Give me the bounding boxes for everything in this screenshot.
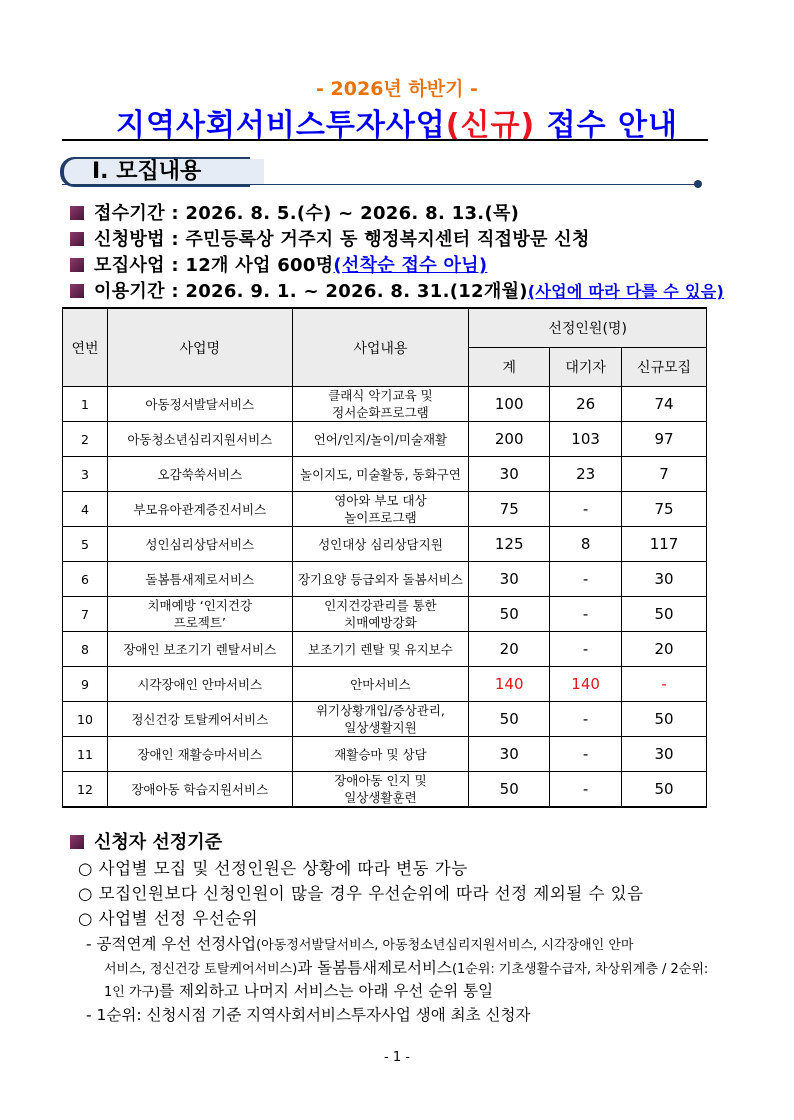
cell-new: 117 xyxy=(622,527,707,562)
cell-content xyxy=(292,772,469,808)
cell-no: 7 xyxy=(63,597,108,632)
cell-new: 50 xyxy=(622,772,707,808)
cell-name xyxy=(107,597,292,632)
cell-new: 50 xyxy=(622,597,707,632)
criteria-subitem xyxy=(86,932,633,954)
table-row xyxy=(63,772,707,808)
cell-new: 50 xyxy=(622,702,707,737)
cell-no: 5 xyxy=(63,527,108,562)
header-content: 사업내용 xyxy=(292,308,469,387)
header-total: 계 xyxy=(469,348,550,387)
cell-no: 9 xyxy=(63,667,108,702)
subitem-text: 과 돌봄틈새제로서비스 xyxy=(297,959,452,977)
cell-waiting: - xyxy=(550,772,622,808)
subitem-text: 1인 가구) xyxy=(104,985,160,1000)
cell-no: 8 xyxy=(63,632,108,667)
page-subtitle: - 2026년 하반기 - xyxy=(316,78,478,100)
table-row xyxy=(63,737,707,772)
table-row xyxy=(63,597,707,632)
cell-no: 10 xyxy=(63,702,108,737)
cell-no: 3 xyxy=(63,457,108,492)
cell-name: 아동청소년심리지원서비스 xyxy=(107,422,292,457)
content-line: 일상생활훈련 xyxy=(344,790,417,805)
cell-total: 50 xyxy=(469,597,550,632)
subitem-text: 를 제외하고 나머지 서비스는 아래 우선 순위 통일 xyxy=(159,982,494,1000)
cell-new: 74 xyxy=(622,387,707,422)
cell-total: 50 xyxy=(469,772,550,808)
cell-new: - xyxy=(622,667,707,702)
cell-total: 30 xyxy=(469,457,550,492)
table-row xyxy=(63,527,707,562)
cell-total: 50 xyxy=(469,702,550,737)
criteria-item: ○ 사업별 선정 우선순위 xyxy=(78,909,259,928)
cell-waiting: - xyxy=(550,492,622,527)
info-label: 신청방법 : 주민등록상 거주지 동 행정복지센터 직접방문 신청 xyxy=(94,229,590,250)
title-end: 접수 안내 xyxy=(546,108,678,143)
cell-waiting: 103 xyxy=(550,422,622,457)
cell-no: 4 xyxy=(63,492,108,527)
cell-waiting: - xyxy=(550,597,622,632)
subitem-text: 서비스, 정신건강 토탈케어서비스) xyxy=(104,962,298,977)
table-row xyxy=(63,457,707,492)
cell-no: 11 xyxy=(63,737,108,772)
cell-new: 20 xyxy=(622,632,707,667)
table-row xyxy=(63,702,707,737)
cell-total: 140 xyxy=(469,667,550,702)
cell-content xyxy=(292,387,469,422)
bullet-square-icon xyxy=(70,206,84,220)
name-line: 프로젝트’ xyxy=(173,615,226,630)
bullet-square-icon xyxy=(70,232,84,246)
cell-total: 30 xyxy=(469,737,550,772)
bullet-square-icon xyxy=(70,835,84,849)
bullet-square-icon xyxy=(70,258,84,272)
cell-total: 100 xyxy=(469,387,550,422)
criteria-subitem-cont xyxy=(104,979,493,1001)
cell-content: 성인대상 심리상담지원 xyxy=(292,527,469,562)
content-line: 영아와 부모 대상 xyxy=(334,493,427,508)
subitem-text: - 공적연계 우선 선정사업 xyxy=(86,935,257,953)
content-line: 정서순화프로그램 xyxy=(332,405,429,420)
program-table xyxy=(62,307,707,808)
cell-content: 안마서비스 xyxy=(292,667,469,702)
info-label: 이용기간 : 2026. 9. 1. ~ 2026. 8. 31.(12개월) xyxy=(94,281,528,302)
cell-content xyxy=(292,702,469,737)
cell-waiting: - xyxy=(550,737,622,772)
table-row xyxy=(63,562,707,597)
title-main: 지역사회서비스투자사업 xyxy=(116,108,446,143)
cell-total: 20 xyxy=(469,632,550,667)
cell-name: 돌봄틈새제로서비스 xyxy=(107,562,292,597)
criteria-heading-label: 신청자 선정기준 xyxy=(94,832,222,853)
header-new: 신규모집 xyxy=(622,348,707,387)
cell-name: 아동정서발달서비스 xyxy=(107,387,292,422)
cell-waiting: - xyxy=(550,632,622,667)
cell-new: 7 xyxy=(622,457,707,492)
cell-waiting: 26 xyxy=(550,387,622,422)
table-row xyxy=(63,422,707,457)
cell-no: 1 xyxy=(63,387,108,422)
cell-no: 12 xyxy=(63,772,108,808)
cell-content: 보조기기 렌탈 및 유지보수 xyxy=(292,632,469,667)
table-row xyxy=(63,632,707,667)
cell-waiting: - xyxy=(550,562,622,597)
name-line: 치매예방 ‘인지건강 xyxy=(147,598,253,613)
table-row xyxy=(63,667,707,702)
cell-total: 125 xyxy=(469,527,550,562)
info-note: (선착순 접수 아님) xyxy=(333,255,488,276)
cell-waiting: - xyxy=(550,702,622,737)
cell-total: 75 xyxy=(469,492,550,527)
cell-content: 장기요양 등급외자 돌봄서비스 xyxy=(292,562,469,597)
section-dot-icon xyxy=(694,180,702,188)
criteria-subitem: - 1순위: 신청시점 기준 지역사회서비스투자사업 생애 최초 신청자 xyxy=(86,1006,531,1024)
title-new-tag: (신규) xyxy=(445,108,536,143)
criteria-heading xyxy=(70,828,222,854)
criteria-item: ○ 사업별 모집 및 선정인원은 상황에 따라 변동 가능 xyxy=(78,859,468,878)
cell-no: 6 xyxy=(63,562,108,597)
header-waiting: 대기자 xyxy=(550,348,622,387)
criteria-subitem-cont xyxy=(104,956,708,978)
cell-waiting: 8 xyxy=(550,527,622,562)
header-selected: 선정인원(명) xyxy=(469,308,707,348)
section-heading: Ⅰ. 모집내용 xyxy=(92,159,202,184)
cell-new: 30 xyxy=(622,737,707,772)
cell-no: 2 xyxy=(63,422,108,457)
info-period xyxy=(70,199,519,225)
info-program xyxy=(70,251,487,277)
info-method xyxy=(70,225,590,251)
header-no: 연번 xyxy=(63,308,108,387)
subitem-text: (아동정서발달서비스, 아동청소년심리지원서비스, 시각장애인 안마 xyxy=(256,938,634,953)
criteria-item: ○ 모집인원보다 신청인원이 많을 경우 우선순위에 따라 선정 제외될 수 있음 xyxy=(78,884,644,903)
content-line: 놀이프로그램 xyxy=(344,510,417,525)
cell-content xyxy=(292,597,469,632)
cell-name: 시각장애인 안마서비스 xyxy=(107,667,292,702)
info-label: 접수기간 : 2026. 8. 5.(수) ~ 2026. 8. 13.(목) xyxy=(94,203,520,224)
cell-total: 200 xyxy=(469,422,550,457)
content-line: 인지건강관리를 통한 xyxy=(324,598,437,613)
cell-name: 성인심리상담서비스 xyxy=(107,527,292,562)
section-underline xyxy=(62,184,698,185)
header-name: 사업명 xyxy=(107,308,292,387)
page-number: - 1 - xyxy=(384,1050,410,1065)
cell-content xyxy=(292,492,469,527)
cell-content: 놀이지도, 미술활동, 동화구연 xyxy=(292,457,469,492)
cell-name: 오감쑥쑥서비스 xyxy=(107,457,292,492)
cell-name: 장애인 재활승마서비스 xyxy=(107,737,292,772)
cell-waiting: 23 xyxy=(550,457,622,492)
cell-content: 재활승마 및 상담 xyxy=(292,737,469,772)
info-note: (사업에 따라 다를 수 있음) xyxy=(527,282,725,301)
content-line: 위기상황개입/증상관리, xyxy=(315,703,445,718)
table-row xyxy=(63,492,707,527)
content-line: 장애아동 인지 및 xyxy=(334,773,427,788)
bullet-square-icon xyxy=(70,284,84,298)
cell-content: 언어/인지/놀이/미술재활 xyxy=(292,422,469,457)
cell-new: 30 xyxy=(622,562,707,597)
cell-name: 장애아동 학습지원서비스 xyxy=(107,772,292,808)
content-line: 클래식 악기교육 및 xyxy=(328,388,433,403)
subitem-text: (1순위: 기초생활수급자, 차상위계층 / 2순위: xyxy=(451,962,709,977)
cell-new: 75 xyxy=(622,492,707,527)
info-usage xyxy=(70,277,724,303)
content-line: 일상생활지원 xyxy=(344,720,417,735)
info-label: 모집사업 : 12개 사업 600명 xyxy=(94,255,334,276)
page-title xyxy=(0,100,794,144)
cell-name: 장애인 보조기기 렌탈서비스 xyxy=(107,632,292,667)
title-divider xyxy=(62,139,708,141)
cell-total: 30 xyxy=(469,562,550,597)
cell-new: 97 xyxy=(622,422,707,457)
table-row xyxy=(63,387,707,422)
content-line: 치매예방강화 xyxy=(344,615,417,630)
cell-waiting: 140 xyxy=(550,667,622,702)
cell-name: 부모유아관계증진서비스 xyxy=(107,492,292,527)
cell-name: 정신건강 토탈케어서비스 xyxy=(107,702,292,737)
